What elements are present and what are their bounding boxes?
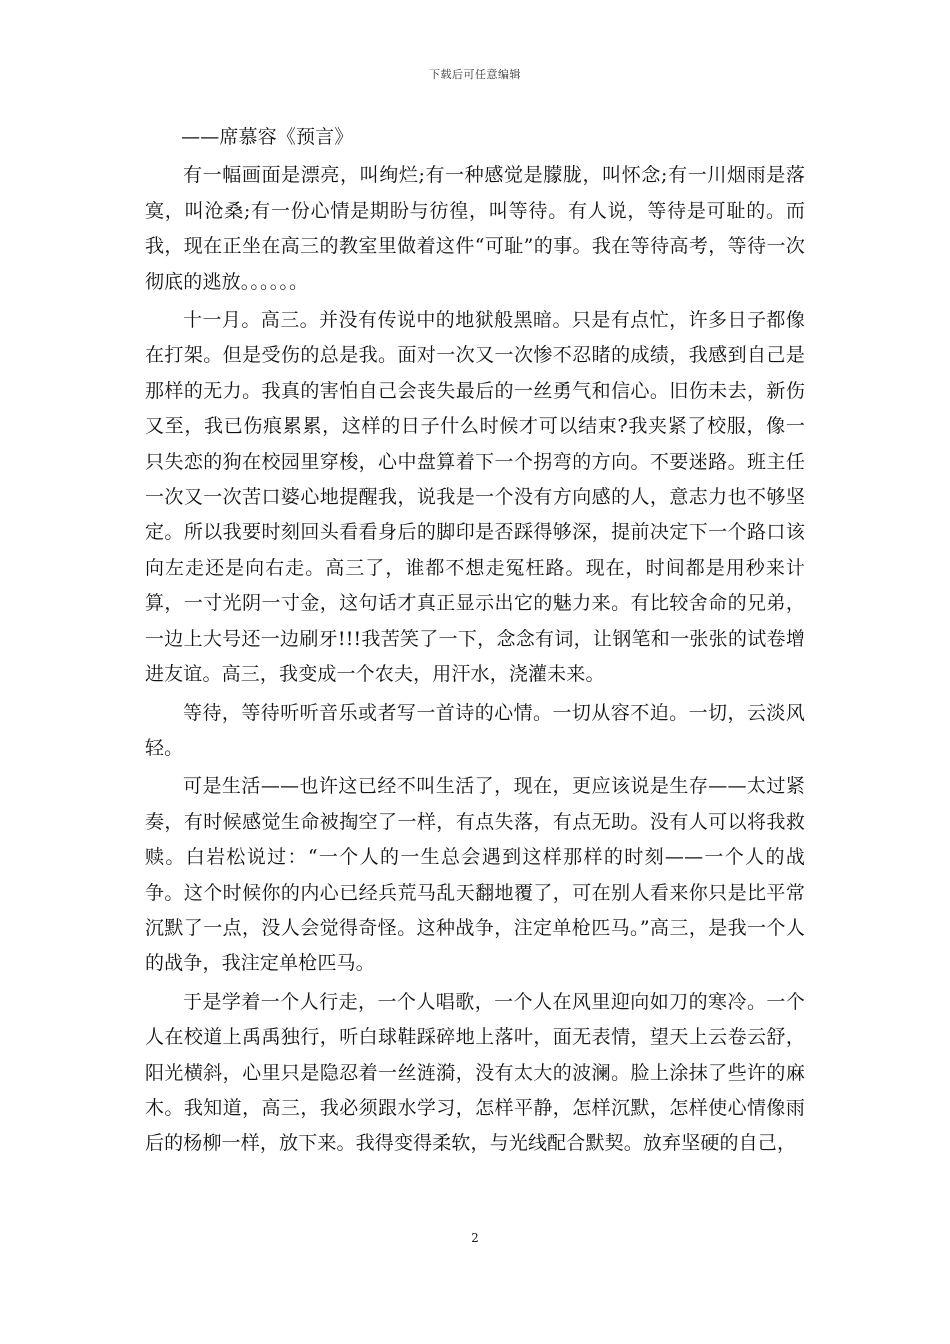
paragraph: 等待，等待听听音乐或者写一首诗的心情。一切从容不迫。一切，云淡风轻。 [145,701,805,759]
paragraph: 十一月。高三。并没有传说中的地狱般黑暗。只是有点忙，许多日子都像在打架。但是受伤的总是我。面对一次又一次惨不忍睹的成绩，我感到自己是那样的无力。我真的害怕自己会丧失最后的一丝勇气和信心。旧伤未去，新伤又至，我已伤痕累累，这样的日子什么时候才可以结束?我夹紧了校服，像一只失恋的狗在校园里穿梭，心中盘算着下一个拐弯的方向。不要迷路。班主任一次又一次苦口婆心地提醒我，说我是一个没有方向感的人，意志力也不够坚定。所以我要时刻回头看看身后的脚印是否踩得够深，提前决定下一个路口该向左走还是向右走。高三了，谁都不想走冤枉路。现在，时间都是用秒来计算，一寸光阴一寸金，这句话才真正显示出它的魅力来。有比较舍命的兄弟，一边上大号还一边刷牙!!!我苦笑了一下，念念有词，让钢笔和一张张的试卷增进友谊。高三，我变成一个农夫，用汗水，浇灌未来。 [145,309,805,686]
page-header: 下载后可任意编辑 [429,68,521,81]
attribution-line: ——席慕容《预言》 [181,126,354,148]
page-number: 2 [471,1231,479,1245]
paragraph: 可是生活——也许这已经不叫生活了，现在，更应该说是生存——太过紧奏，有时候感觉生命被掏空了一样，有点失落，有点无助。没有人可以将我救赎。白岩松说过：“一个人的一生总会遇到这样那样的时刻——一个人的战争。这个时候你的内心已经兵荒马乱天翻地覆了，可在别人看来你只是比平常沉默了一点，没人会觉得奇怪。这种战争，注定单枪匹马。”高三，是我一个人的战争，我注定单枪匹马。 [145,775,805,975]
paragraph: 于是学着一个人行走，一个人唱歌，一个人在风里迎向如刀的寒冷。一个人在校道上禹禹独行，听白球鞋踩碎地上落叶，面无表情，望天上云卷云舒，阳光横斜，心里只是隐忍着一丝涟漪，没有太大的波澜。脸上涂抹了些许的麻木。我知道，高三，我必须跟水学习，怎样平静，怎样沉默，怎样使心情像雨后的杨柳一样，放下来。我得变得柔软，与光线配合默契。放弃坚硬的自己， [145,990,805,1155]
paragraph: 有一幅画面是漂亮，叫绚烂;有一种感觉是朦胧，叫怀念;有一川烟雨是落寞，叫沧桑;有一份心情是期盼与彷徨，叫等待。有人说，等待是可耻的。而我，现在正坐在高三的教室里做着这件“可耻”的事。我在等待高考，等待一次彻底的逃放。。。。。。 [145,164,805,293]
document-body [145,120,805,1165]
